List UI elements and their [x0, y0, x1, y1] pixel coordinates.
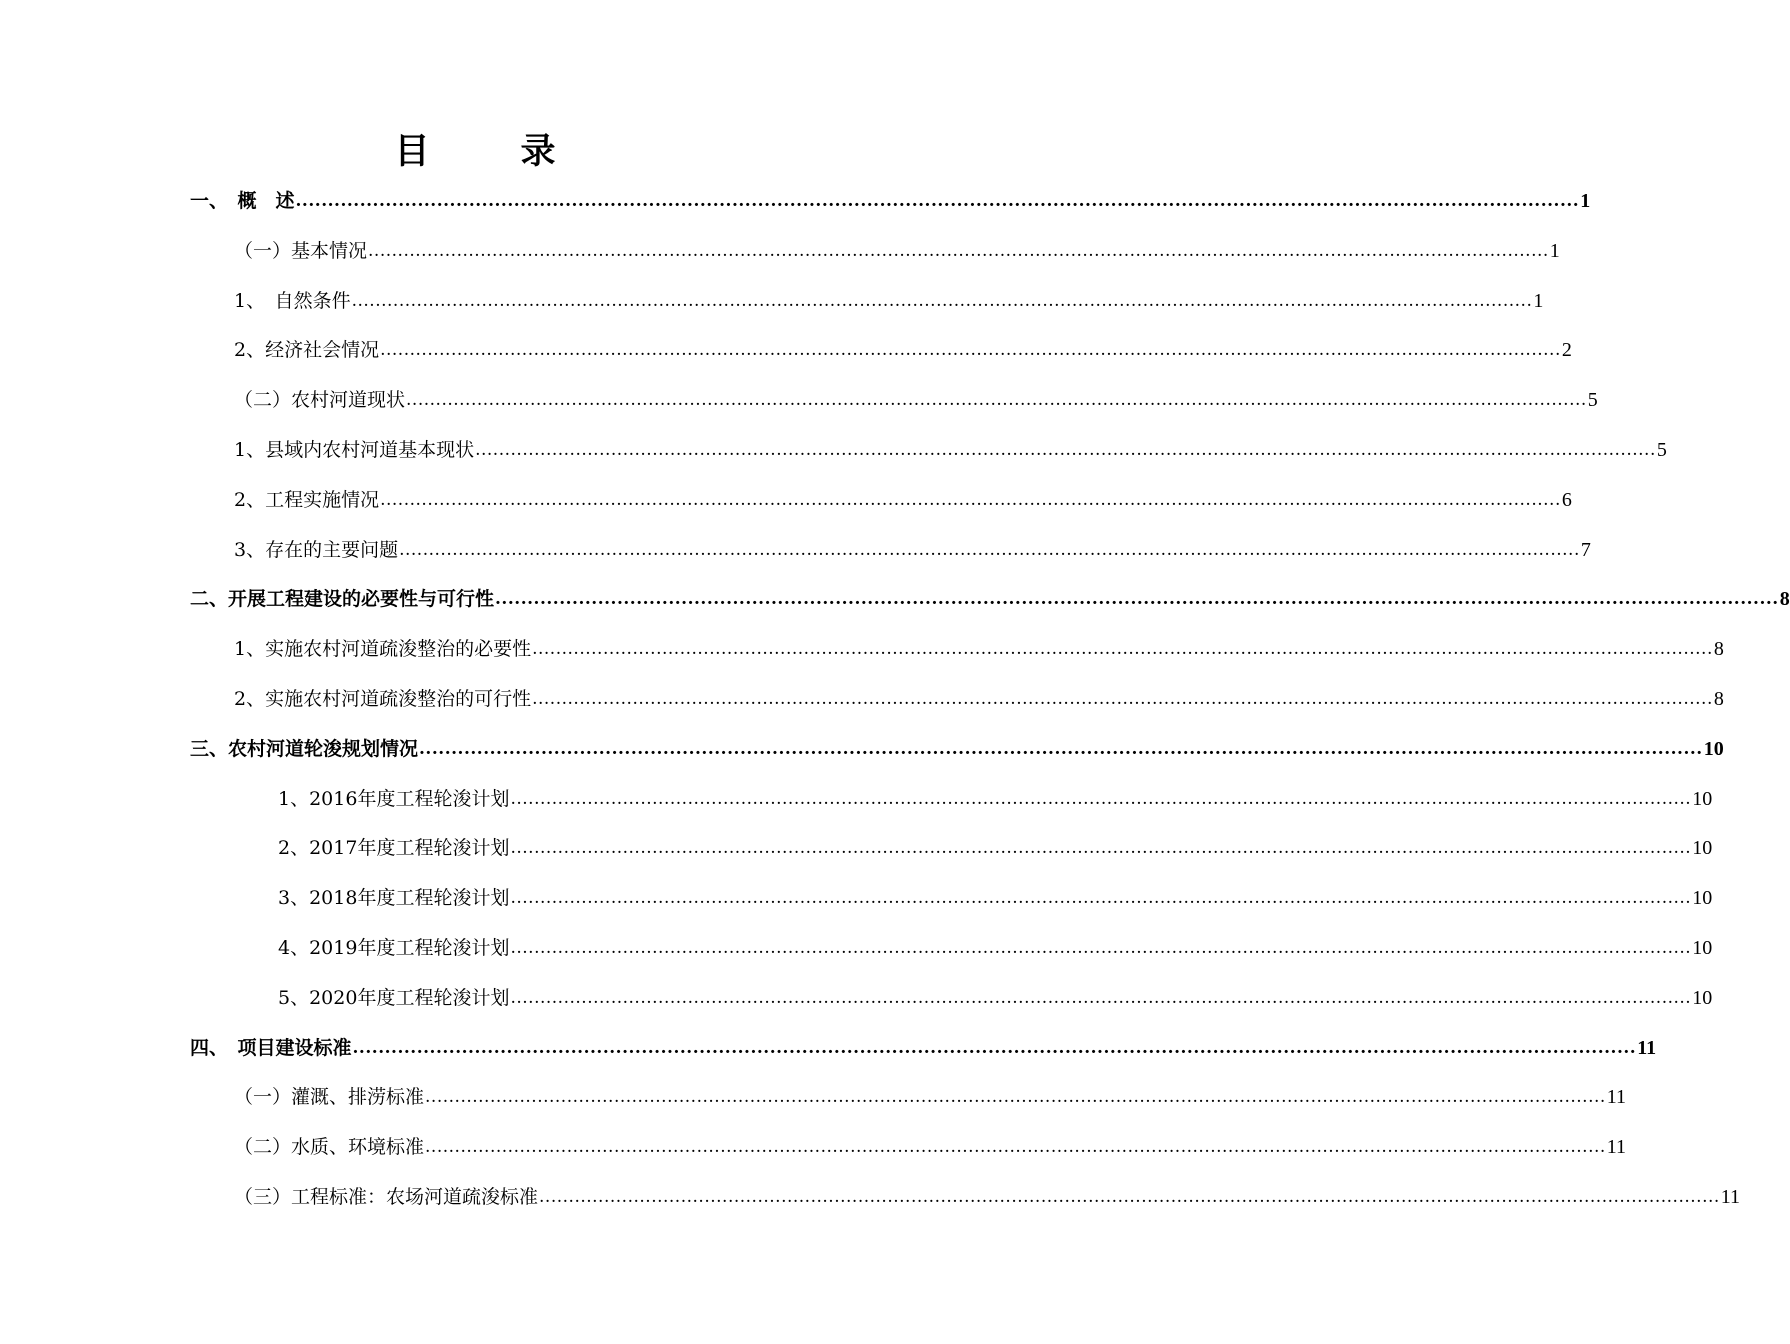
toc-dot-leader: ........................................................................................................................................................................................................	[495, 589, 1779, 609]
toc-dot-leader: ........................................................................................................................................................................................................	[380, 490, 1561, 510]
toc-entry-page-number: 11	[1606, 1136, 1627, 1158]
toc-entry-label: 1、实施农村河道疏浚整治的必要性	[234, 638, 532, 660]
toc-entry-label: 2、实施农村河道疏浚整治的可行性	[234, 688, 532, 710]
toc-entry-label: 2、工程实施情况	[234, 489, 380, 511]
toc-entry[interactable]	[234, 535, 1591, 565]
toc-entry-label: （一）基本情况	[234, 240, 368, 262]
toc-entry-label: 1、县域内农村河道基本现状	[234, 439, 475, 461]
toc-dot-leader: ........................................................................................................................................................................................................	[406, 390, 1587, 410]
toc-entry-page-number: 10	[1692, 887, 1713, 909]
toc-entry-page-number: 11	[1720, 1186, 1741, 1208]
toc-entry-page-number: 10	[1703, 738, 1724, 760]
toc-dot-leader: ........................................................................................................................................................................................................	[510, 789, 1692, 809]
toc-entry-page-number: 10	[1692, 937, 1713, 959]
toc-entry-page-number: 10	[1692, 837, 1713, 859]
toc-entry[interactable]	[234, 1082, 1627, 1112]
toc-entry-page-number: 7	[1580, 539, 1591, 561]
toc-entry[interactable]	[234, 236, 1560, 266]
toc-dot-leader: ........................................................................................................................................................................................................	[419, 739, 1703, 759]
toc-entry[interactable]	[234, 286, 1544, 316]
toc-entry[interactable]	[278, 983, 1713, 1013]
toc-entry[interactable]	[278, 833, 1713, 863]
toc-entry-label: （三）工程标准：农场河道疏浚标准	[234, 1186, 539, 1208]
toc-entry[interactable]	[234, 684, 1724, 714]
toc-entry-label: （一）灌溉、排涝标准	[234, 1086, 425, 1108]
toc-entry[interactable]	[234, 435, 1667, 465]
toc-dot-leader: ........................................................................................................................................................................................................	[510, 988, 1692, 1008]
toc-entry-label: （二）水质、环境标准	[234, 1136, 425, 1158]
toc-dot-leader: ........................................................................................................................................................................................................	[539, 1187, 1720, 1207]
toc-entry-page-number: 5	[1587, 389, 1598, 411]
toc-entry[interactable]	[234, 634, 1724, 664]
toc-entry-page-number: 1	[1549, 240, 1560, 262]
toc-entry-page-number: 6	[1561, 489, 1572, 511]
toc-entry-page-number: 10	[1692, 788, 1713, 810]
toc-entry-page-number: 1	[1533, 290, 1544, 312]
toc-entry[interactable]	[234, 485, 1572, 515]
toc-entry-label: 1、2016年度工程轮浚计划	[278, 788, 510, 810]
toc-entry-label: 2、经济社会情况	[234, 339, 380, 361]
toc-entry-label: 3、存在的主要问题	[234, 539, 399, 561]
toc-dot-leader: ........................................................................................................................................................................................................	[510, 888, 1692, 908]
toc-entry-label: （二）农村河道现状	[234, 389, 406, 411]
toc-entry-page-number: 5	[1656, 439, 1667, 461]
toc-entry-page-number: 8	[1779, 588, 1790, 610]
toc-entry-page-number: 2	[1561, 339, 1572, 361]
toc-entry[interactable]	[190, 1033, 1657, 1063]
toc-entry-page-number: 1	[1580, 190, 1591, 212]
toc-entry[interactable]	[234, 1132, 1627, 1162]
toc-entry[interactable]	[278, 883, 1713, 913]
toc-entry-label: 三、农村河道轮浚规划情况	[190, 738, 419, 760]
toc-entry[interactable]	[234, 1182, 1741, 1212]
toc-dot-leader: ........................................................................................................................................................................................................	[368, 241, 1549, 261]
toc-entry-page-number: 10	[1692, 987, 1713, 1009]
toc-dot-leader: ........................................................................................................................................................................................................	[399, 540, 1580, 560]
toc-entry[interactable]	[190, 734, 1724, 764]
toc-entry[interactable]	[278, 784, 1713, 814]
toc-dot-leader: ........................................................................................................................................................................................................	[475, 440, 1656, 460]
toc-entry-label: 2、2017年度工程轮浚计划	[278, 837, 510, 859]
toc-dot-leader: ........................................................................................................................................................................................................	[351, 291, 1533, 311]
toc-entry-label: 二、开展工程建设的必要性与可行性	[190, 588, 495, 610]
toc-entry[interactable]	[234, 335, 1572, 365]
toc-dot-leader: ........................................................................................................................................................................................................	[532, 639, 1713, 659]
toc-dot-leader: ........................................................................................................................................................................................................	[352, 1038, 1637, 1058]
toc-dot-leader: ........................................................................................................................................................................................................	[380, 340, 1561, 360]
toc-entry[interactable]	[190, 584, 1790, 614]
toc-entry-page-number: 8	[1713, 638, 1724, 660]
toc-dot-leader: ........................................................................................................................................................................................................	[425, 1087, 1606, 1107]
toc-entry-page-number: 11	[1637, 1037, 1657, 1059]
toc-entry[interactable]	[190, 186, 1591, 216]
toc-entry-label: 5、2020年度工程轮浚计划	[278, 987, 510, 1009]
toc-entry-label: 四、 项目建设标准	[190, 1037, 352, 1059]
toc-dot-leader: ........................................................................................................................................................................................................	[532, 689, 1713, 709]
toc-entry-label: 1、 自然条件	[234, 290, 351, 312]
toc-entry[interactable]	[234, 385, 1598, 415]
toc-dot-leader: ........................................................................................................................................................................................................	[295, 191, 1580, 211]
toc-entry-label: 3、2018年度工程轮浚计划	[278, 887, 510, 909]
toc-entry-label: 4、2019年度工程轮浚计划	[278, 937, 510, 959]
toc-dot-leader: ........................................................................................................................................................................................................	[510, 838, 1692, 858]
toc-dot-leader: ........................................................................................................................................................................................................	[510, 938, 1692, 958]
toc-entry-page-number: 11	[1606, 1086, 1627, 1108]
page-title: 目 录	[394, 132, 584, 172]
toc-dot-leader: ........................................................................................................................................................................................................	[425, 1137, 1606, 1157]
toc-entry-page-number: 8	[1713, 688, 1724, 710]
toc-entry-label: 一、 概 述	[190, 190, 295, 212]
toc-entry[interactable]	[278, 933, 1713, 963]
